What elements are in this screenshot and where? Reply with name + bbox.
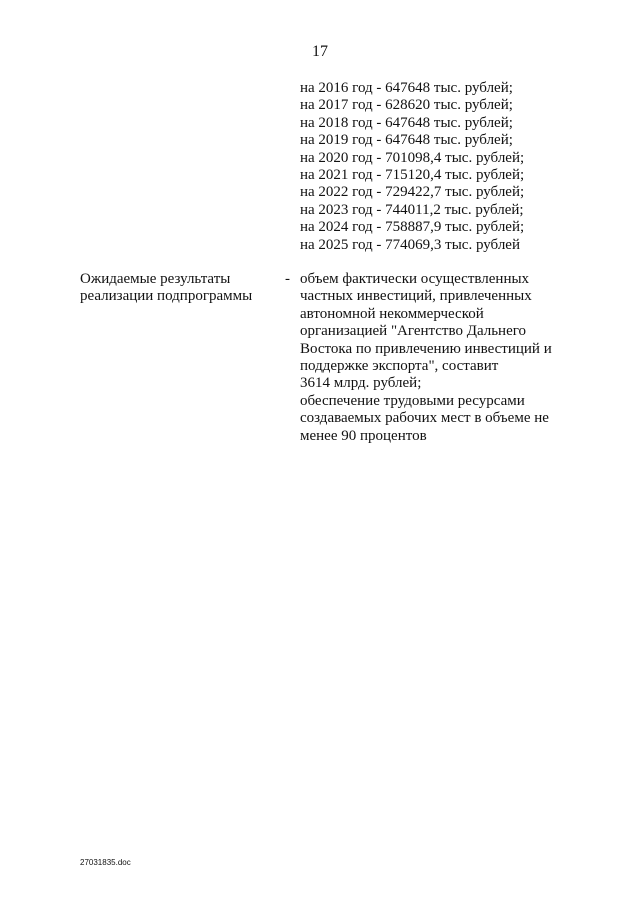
- results-line: Востока по привлечению инвестиций и: [300, 340, 552, 357]
- results-line: обеспечение трудовыми ресурсами: [300, 392, 525, 409]
- expected-results-label-line: реализации подпрограммы: [80, 288, 253, 305]
- results-line: 3614 млрд. рублей;: [300, 375, 422, 392]
- results-line: менее 90 процентов: [300, 427, 427, 444]
- expected-results-text: [300, 271, 570, 445]
- results-line: автономной некоммерческой: [300, 305, 484, 322]
- results-dash: -: [285, 271, 290, 287]
- funding-line-2023: на 2023 год - 744011,2 тыс. рублей;: [300, 201, 524, 218]
- funding-line-2025: на 2025 год - 774069,3 тыс. рублей: [300, 236, 520, 253]
- expected-results-label: [80, 271, 280, 306]
- results-line: частных инвестиций, привлеченных: [300, 288, 532, 305]
- funding-line-2021: на 2021 год - 715120,4 тыс. рублей;: [300, 167, 525, 184]
- funding-line-2024: на 2024 год - 758887,9 тыс. рублей;: [300, 219, 525, 236]
- funding-line-2016: на 2016 год - 647648 тыс. рублей;: [300, 80, 513, 96]
- page-number: 17: [312, 43, 328, 60]
- funding-line-2020: на 2020 год - 701098,4 тыс. рублей;: [300, 149, 525, 166]
- results-line: объем фактически осуществленных: [300, 271, 530, 287]
- results-line: поддержке экспорта", составит: [300, 358, 499, 375]
- funding-line-2019: на 2019 год - 647648 тыс. рублей;: [300, 132, 513, 149]
- results-line: организацией "Агентство Дальнего: [300, 323, 527, 340]
- funding-line-2022: на 2022 год - 729422,7 тыс. рублей;: [300, 184, 525, 201]
- results-line: создаваемых рабочих мест в объеме не: [300, 410, 549, 427]
- funding-line-2018: на 2018 год - 647648 тыс. рублей;: [300, 114, 513, 131]
- document-file-id: 27031835.doc: [80, 858, 131, 867]
- funding-line-2017: на 2017 год - 628620 тыс. рублей;: [300, 97, 513, 114]
- expected-results-label-line: Ожидаемые результаты: [80, 271, 231, 287]
- funding-by-year-list: [300, 80, 600, 254]
